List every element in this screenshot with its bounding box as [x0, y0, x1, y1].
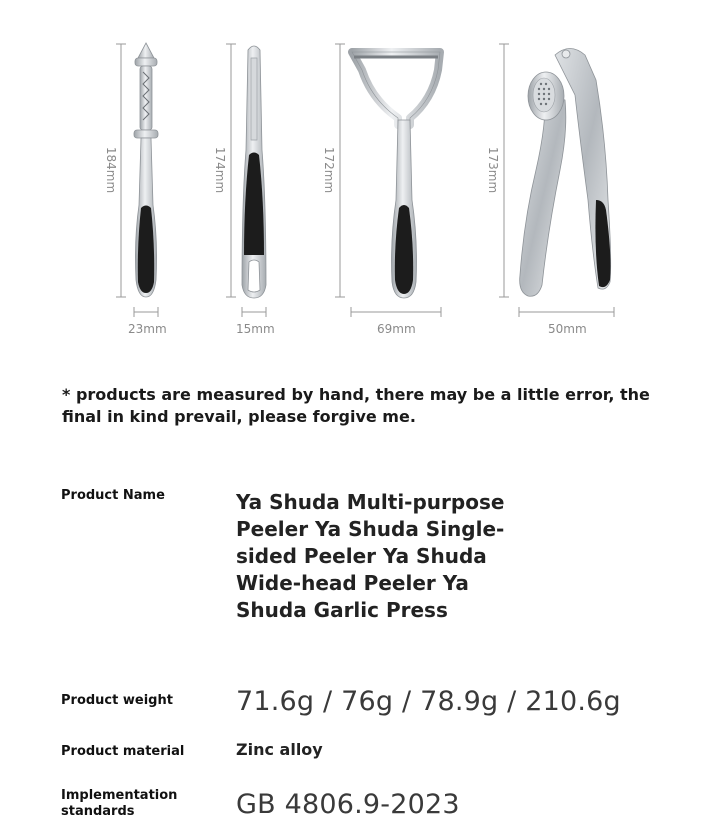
multi-purpose-peeler-image [116, 43, 158, 317]
wide-head-peeler-image [335, 44, 441, 317]
product-dimension-illustration [0, 0, 711, 350]
multi-purpose-peeler-height: 184mm [104, 146, 119, 194]
product-material-value: Zinc alloy [236, 740, 323, 759]
single-sided-peeler-height: 174mm [213, 146, 228, 194]
garlic-press-image [499, 44, 614, 317]
implementation-standards-label: Implementation standards [61, 788, 178, 819]
measurement-disclaimer: * products are measured by hand, there may be a little error, the final in kind prevail, please forgive me. [62, 385, 650, 426]
product-weight-value: 71.6g / 76g / 78.9g / 210.6g [236, 686, 621, 717]
multi-purpose-peeler-width: 23mm [128, 322, 167, 336]
product-name-value: Ya Shuda Multi-purpose Peeler Ya Shuda Single-sided Peeler Ya Shuda Wide-head Peeler Ya Shuda Garlic Press [236, 490, 505, 622]
implementation-standards-value: GB 4806.9-2023 [236, 789, 460, 820]
wide-head-peeler-height: 172mm [322, 146, 337, 194]
wide-head-peeler-width: 69mm [377, 322, 416, 336]
garlic-press-height: 173mm [486, 146, 501, 194]
garlic-press-width: 50mm [548, 322, 587, 336]
product-name-label: Product Name [61, 488, 165, 503]
product-material-label: Product material [61, 744, 185, 759]
product-weight-label: Product weight [61, 693, 173, 708]
single-sided-peeler-image [226, 44, 266, 317]
single-sided-peeler-width: 15mm [236, 322, 275, 336]
